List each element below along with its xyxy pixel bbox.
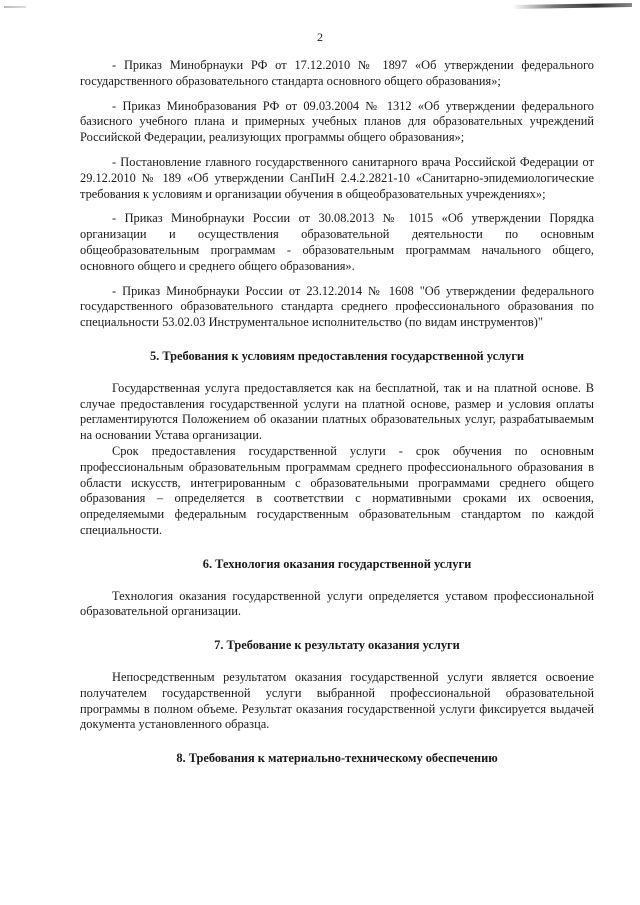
list-item: - Приказ Минобрнауки России от 23.12.2014 № 1608 "Об утверждении федерального государственного образовательного стандарта среднего профессионального образования по специальности 53.02.03 Инструментальное исполнительство (по видам инструментов)" — [80, 283, 594, 330]
page-number: 2 — [317, 30, 323, 44]
section-5-paragraph-1: Государственная услуга предоставляется как на бесплатной, так и на платной основе. В случае предоставления государственной услуги на платной основе, размер и условия оплаты регламентируются Положением об оказании платных образовательных услуг, разрабатываемым на основании Устава организации. — [80, 380, 594, 443]
list-item: - Приказ Минобразования РФ от 09.03.2004 № 1312 «Об утверждении федерального базисного учебного плана и примерных учебных планов для образовательных учреждений Российской Федерации, реализующих программы общего образования»; — [80, 98, 594, 145]
section-8-heading: 8. Требования к материально-техническому обеспечению — [176, 751, 498, 766]
section-7-heading: 7. Требование к результату оказания услуги — [214, 638, 460, 653]
scan-artifact-left — [4, 6, 26, 8]
list-item: - Приказ Минобрнауки РФ от 17.12.2010 № 1897 «Об утверждении федерального государственного образовательного стандарта основного общего образования»; — [80, 58, 594, 88]
document-body — [80, 58, 594, 783]
section-5-paragraph-2: Срок предоставления государственной услуги - срок обучения по основным профессиональным образовательным программам среднего профессионального образования в области искусств, интегрированным с образовательными программами среднего общего образования – определяется в соответствии с нормативными сроками их освоения, определяемыми федеральным государственным образовательным стандартом по каждой специальности. — [80, 443, 594, 537]
section-7-paragraph-1: Непосредственным результатом оказания государственной услуги является освоение получателем государственной услуги выбранной профессиональной образовательной программы в полном объеме. Результат оказания государственной услуги фиксируется выдачей документа установленного образца. — [80, 669, 594, 732]
list-item: - Приказ Минобрнауки России от 30.08.2013 № 1015 «Об утверждении Порядка организации и осуществления образовательной деятельности по основным общеобразовательным программам - образовательным программам начального общего, основного общего и среднего общего образования». — [80, 211, 594, 273]
section-6-paragraph-1: Технология оказания государственной услуги определяется уставом профессиональной образовательной организации. — [80, 588, 594, 619]
section-5-heading: 5. Требования к условиям предоставления государственной услуги — [149, 348, 525, 363]
scan-artifact-right — [512, 3, 632, 9]
section-6-heading: 6. Технология оказания государственной услуги — [202, 556, 472, 571]
list-item: - Постановление главного государственного санитарного врача Российской Федерации от 29.12.2010 № 189 «Об утверждении СанПиН 2.4.2.2821-10 «Санитарно-эпидемиологические требования к условиям и организации обучения в общеобразовательных учреждениях»; — [80, 154, 594, 201]
